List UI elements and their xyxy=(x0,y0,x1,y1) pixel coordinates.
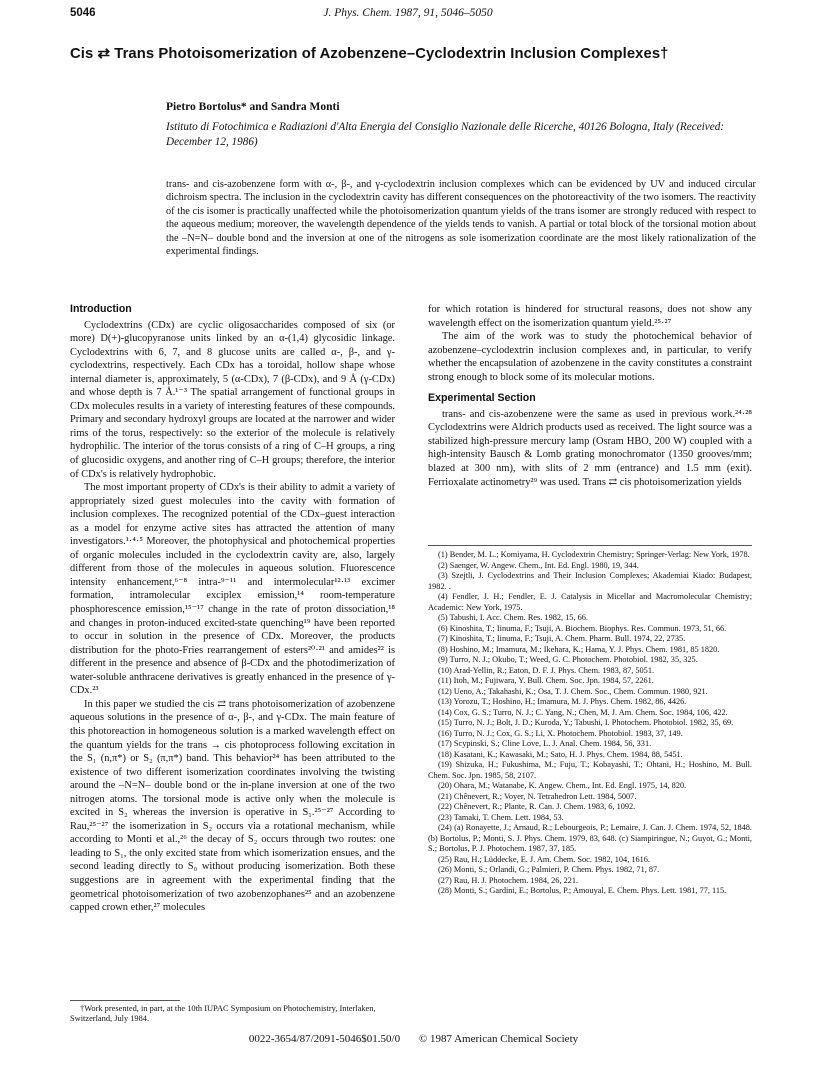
reference-list xyxy=(428,550,752,897)
reference-item: (15) Turro, N. J.; Bolt, J. D.; Kuroda, Y.; Tabushi, I. Photochem. Photobiol. 1982, 35, 69. xyxy=(438,718,734,727)
reference-item: (17) Scypinski, S.; Cline Love, L. J. Anal. Chem. 1984, 56, 331. xyxy=(438,739,652,748)
reference-item: (6) Kinoshita, T.; Iinuma, F.; Tsuji, A. Biochem. Biophys. Res. Commun. 1973, 51, 66. xyxy=(438,623,727,633)
reference-item: (2) Saenger, W. Angew. Chem., Int. Ed. Engl. 1980, 19, 344. xyxy=(438,560,639,570)
reference-item: (25) Rau, H.; Lüddecke, E. J. Am. Chem. Soc. 1982, 104, 1616. xyxy=(438,854,651,864)
paragraph-continued: for which rotation is hindered for structural reasons, does not show any wavelength effect on the isomerization quantum yield.²⁵·²⁷ xyxy=(428,304,752,329)
paragraph: Cyclodextrins (CDx) are cyclic oligosaccharides composed of six (or more) D(+)-glucopyranose units linked by an α-(1,4) glycosidic linkage. Cyclodextrins with 6, 7, and 8 glucose units are called α-, β-, and γ-cyclodextrins, respectively. Each CDx has a toroidal, hollow shape whose internal diameter is, approximately, 5 (α-CDx), 7 (β-CDx), and 9 Å (γ-CDx) and whose depth is 7 Å.¹⁻³ The spatial arrangement of functional groups in CDx molecules results in a variety of interesting features of these compounds. Primary and secondary hydroxyl groups are located at the narrower and wider rims of the torus, respectively: so the exterior of the molecule is relatively hydrophilic. The interior of the torus consists of a ring of C–H groups, a ring of glucosidic oxygens, and another ring of C–H groups; therefore, the interior of CDx's is relatively hydrophobic. xyxy=(70,319,395,480)
reference-item: (23) Tamaki, T. Chem. Lett. 1984, 53. xyxy=(438,812,564,822)
references-divider xyxy=(428,545,752,546)
reference-item: (7) Kinoshita, T.; Iinuma, F.; Tsuji, A. Chem. Pharm. Bull. 1974, 22, 2735. xyxy=(438,634,686,643)
reference-item: (1) Bender, M. L.; Komiyama, H. Cyclodextrin Chemistry; Springer-Verlag: New York, 1978. xyxy=(438,550,750,559)
left-column xyxy=(70,303,395,915)
article-code: 0022-3654/87/2091-5046$01.50/0 xyxy=(248,1033,401,1045)
paragraph: The aim of the work was to study the photochemical behavior of azobenzene–cyclodextrin inclusion complexes and, in particular, to verify whether the encapsulation of azobenzene in the cavity constitutes a constraint strong enough to block some of its molecular motions. xyxy=(428,331,752,383)
reference-item: (3) Szejtli, J. Cyclodextrins and Their Inclusion Complexes; Akademiai Kiado: Budapest, 1982. . xyxy=(428,571,752,591)
footnote-divider xyxy=(70,1000,180,1001)
reference-item: (18) Kasatani, K.; Kawasaki, M.; Sato, H. J. Phys. Chem. 1984, 88, 5451. xyxy=(438,749,683,759)
abstract: trans- and cis-azobenzene form with α-, β-, and γ-cyclodextrin inclusion complexes which can be evidenced by UV and induced circular dichroism spectra. The inclusion in the cyclodextrin cavity has different consequences on the photoreactivity of the two isomers. The reactivity of the cis isomer is practically unaffected while the photoisomerization quantum yields of the trans isomer are strongly reduced with respect to the aqueous medium; moreover, the wavelength dependence of the yields tends to vanish. A partial or total block of the torsional motion about the –N=N– double bond and the inversion at one of the nitrogens as sole isomerization coordinate are the most likely rationalization of the experimental findings. xyxy=(166,179,756,258)
reference-item: (22) Chênevert, R.; Plante, R. Can. J. Chem. 1983, 6, 1092. xyxy=(438,802,636,811)
reference-item: (19) Shizuka, H.; Fukushima, M.; Fuju, T.; Kobayashi, T.; Ohtani, H.; Hoshino, M. Bull. Chem. Soc. Jpn. 1985, 58, 2107. xyxy=(428,760,752,780)
reference-item: (20) Ohara, M.; Watanabe, K. Angew. Chem., Int. Ed. Engl. 1975, 14, 820. xyxy=(438,781,687,790)
reference-item: (26) Monti, S.; Orlandi, G.; Palmieri, P. Chem. Phys. 1982, 71, 87. xyxy=(438,865,660,874)
authors: Pietro Bortolus* and Sandra Monti xyxy=(166,101,340,113)
reference-item: (12) Ueno, A.; Takahashi, K.; Osa, T. J. Chem. Soc., Chem. Commun. 1980, 921. xyxy=(438,686,708,696)
running-header xyxy=(70,7,746,27)
reference-item: (11) Itoh, M.; Fujiwara, Y. Bull. Chem. Soc. Jpn. 1984, 57, 2261. xyxy=(438,676,654,685)
right-column xyxy=(428,303,752,489)
reference-item: (4) Fendler, J. H.; Fendler, E. J. Catalysis in Micellar and Macromolecular Chemistry; Academic: New York, 1975. xyxy=(428,592,752,612)
section-heading-experimental: Experimental Section xyxy=(428,392,536,405)
paragraph: In this paper we studied the cis ⇄ trans photoisomerization of azobenzene aqueous solutions in the presence of α-, β-, and γ-CDx. The main feature of this photoreaction in homogeneous solution is a marked wavelength effect on the quantum yields for the trans → cis photoprocess following excitation in the S₁ (n,π*) or S₂ (π,π*) band. This behavior²⁴ has been attributed to the existence of two different isomerization coordinates involving the twisting around the –N=N– double bond or the in-plane inversion at one of the two nitrogen atoms. The torsional mode is active only when the molecule is excited in S₂ whereas the inversion is operative in S₁.²⁵⁻²⁷ According to Rau,²⁵⁻²⁷ the isomerization in S₂ occurs via a rotational mechanism, while according to Monti et al.,²⁶ the decay of S₂ occurs through two routes: one leading to S₁, the only excited state from which isomerization ensues, and the second leading directly to S₀ without producing isomerization. Both these suggestions are in agreement with the experimental finding that the geometrical photoisomerization of two azobenzophanes²⁵ and an azobenzene capped crown ether,²⁷ molecules xyxy=(70,698,395,914)
page-number: 5046 xyxy=(70,7,96,19)
copyright: © 1987 American Chemical Society xyxy=(418,1033,579,1045)
article-title: Cis ⇄ Trans Photoisomerization of Azobenzene–Cyclodextrin Inclusion Complexes† xyxy=(70,46,669,62)
affiliation: Istituto di Fotochimica e Radiazioni d'Alta Energia del Consiglio Nazionale delle Ricerche, 40126 Bologna, Italy (Received: December 12, 1986) xyxy=(166,121,725,148)
journal-citation: J. Phys. Chem. 1987, 91, 5046–5050 xyxy=(323,7,493,19)
references xyxy=(428,545,752,897)
reference-item: (16) Turro, N. J.; Cox, G. S.; Li, X. Photochem. Photobiol. 1983, 37, 149. xyxy=(438,728,683,738)
reference-item: (21) Chênevert, R.; Voyer, N. Tetrahedron Lett. 1984, 5007. xyxy=(438,791,637,801)
reference-item: (28) Monti, S.; Gardini, E.; Bortolus, P.; Amouyal, E. Chem. Phys. Lett. 1981, 77, 115. xyxy=(438,886,727,895)
footnote xyxy=(70,1000,395,1025)
section-heading-introduction: Introduction xyxy=(70,303,132,315)
reference-item: (27) Rau, H. J. Photochem. 1984, 26, 221. xyxy=(438,875,579,885)
paragraph: The most important property of CDx's is their ability to admit a variety of appropriately sized guest molecules into the cavity with formation of inclusion complexes. The recognized potential of the CDx–guest interaction as a model for enzyme active sites has attracted the attention of many investigators.¹·⁴·⁵ Moreover, the photophysical and photochemical properties of organic molecules included in the cyclodextrin cavity are, also, largely different from those of the molecules in aqueous solution. Fluorescence intensity enhancement,⁶⁻⁸ intra-⁹⁻¹¹ and intermolecular¹²·¹³ excimer formation, intramolecular exciplex emission,¹⁴ room-temperature phosphorescence emission,¹⁵⁻¹⁷ change in the rate of proton dissociation,¹⁸ and changes in proton-induced excited-state quenching¹⁹ have been reported to occur in solution in the presence of CDx. Moreover, the products distribution for the photo-Fries rearrangement of esters²⁰·²¹ and amides²² is different in the presence and absence of β-CDx and the photodimerization of water-soluble anthracene derivatives is greatly enhanced in the presence of γ-CDx.²³ xyxy=(70,482,395,697)
reference-item: (10) Arad-Yellin, R.; Eaton, D. F. J. Phys. Chem. 1983, 87, 5051. xyxy=(438,665,655,675)
reference-item: (13) Yorozu, T.; Hoshino, H.; Imamura, M. J. Phys. Chem. 1982, 86, 4426. xyxy=(438,697,687,706)
page-footer xyxy=(0,1033,827,1045)
reference-item: (24) (a) Ronayette, J.; Arnaud, R.; Lebourgeois, P.; Lemaire, J. Can. J. Chem. 1974, 52, 1848. (b) Bortolus, P.; Monti, S. J. Phys. Chem. 1979, 83, 648. (c) Siampiringue, N.; Guyot, G.; Monti, S.; Bortolus, P. J. Photochem. 1987, 37, 185. xyxy=(428,823,752,853)
reference-item: (8) Hoshino, M.; Imamura, M.; Ikehara, K.; Hama, Y. J. Phys. Chem. 1981, 85 1820. xyxy=(438,644,720,654)
reference-item: (5) Tabushi, I. Acc. Chem. Res. 1982, 15, 66. xyxy=(438,613,588,622)
paragraph: trans- and cis-azobenzene were the same as used in previous work.²⁴·²⁸ Cyclodextrins were Aldrich products used as received. The light source was a stabilized high-pressure mercury lamp (Osram HBO, 200 W) coupled with a high-intensity Bausch & Lomb grating monochromator (1350 grooves/mm; blazed at 300 nm), with slits of 2 mm (entrance) and 1.5 mm (exit). Ferrioxalate actinometry²⁹ was used. Trans ⇄ cis photoisomerization yields xyxy=(428,408,752,488)
reference-item: (9) Turro, N. J.; Okubo, T.; Weed, G. C. Photochem. Photobiol. 1982, 35, 325. xyxy=(438,655,698,664)
footnote-text: †Work presented, in part, at the 10th IUPAC Symposium on Photochemistry, Interlaken, Switzerland, July 1984. xyxy=(70,1004,376,1024)
reference-item: (14) Cox, G. S.; Turro, N. J.; C. Yang, N.; Chen, M. J. Am. Chem. Soc. 1984, 106, 422. xyxy=(438,707,728,717)
